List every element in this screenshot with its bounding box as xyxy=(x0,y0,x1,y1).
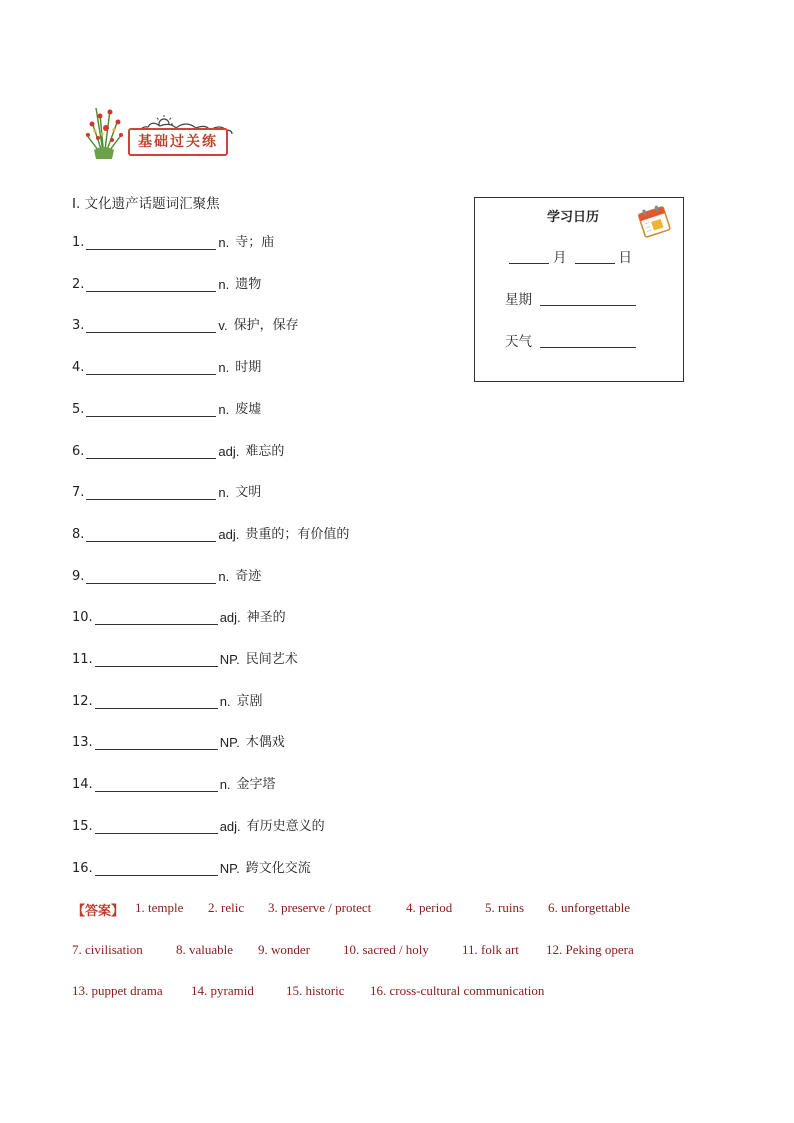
weekday-blank[interactable] xyxy=(540,291,636,306)
vocab-number: 16. xyxy=(72,860,93,876)
part-of-speech: n. xyxy=(219,777,231,793)
vocab-number: 11. xyxy=(72,652,93,667)
vocab-number: 8. xyxy=(72,526,85,542)
answer-item: 1. temple xyxy=(135,900,184,915)
section-title: Ⅰ. 文化遗产话题词汇聚焦 xyxy=(72,196,220,212)
part-of-speech: NP. xyxy=(219,652,240,667)
answer-item: 16. cross-cultural communication xyxy=(370,983,545,998)
answer-item: 15. historic xyxy=(286,983,345,998)
answer-blank[interactable] xyxy=(86,485,216,500)
vocab-number: 14. xyxy=(72,777,93,793)
answer-item: 2. relic xyxy=(208,900,245,915)
answer-item: 6. unforgettable xyxy=(548,900,631,915)
vocab-definition: 贵重的；有价值的 xyxy=(245,526,350,542)
day-blank[interactable] xyxy=(575,249,615,264)
weather-blank[interactable] xyxy=(540,333,636,348)
vocab-number: 13. xyxy=(72,735,93,751)
answer-blank[interactable] xyxy=(86,569,216,584)
calendar-weekday-row xyxy=(505,288,640,308)
vocab-number: 15. xyxy=(72,818,93,834)
answer-blank[interactable] xyxy=(86,318,216,333)
vocab-definition: 木偶戏 xyxy=(245,735,285,751)
vocab-item xyxy=(72,818,325,836)
vocab-definition: 神圣的 xyxy=(246,610,286,626)
vocab-definition: 有历史意义的 xyxy=(246,818,325,834)
vocab-definition: 民间艺术 xyxy=(245,652,298,667)
part-of-speech: n. xyxy=(219,693,231,709)
answer-blank[interactable] xyxy=(95,610,218,625)
answer-blank[interactable] xyxy=(95,652,218,667)
vocab-item xyxy=(72,234,274,252)
answer-blank[interactable] xyxy=(86,360,216,375)
answers-label: 【答案】 xyxy=(72,904,125,919)
vocab-item xyxy=(72,484,261,502)
vocab-number: 2. xyxy=(72,276,85,292)
vocab-number: 12. xyxy=(72,693,93,709)
weekday-label: 星期 xyxy=(505,292,532,308)
answer-item: 5. ruins xyxy=(485,900,524,915)
vocab-definition: 遗物 xyxy=(235,276,262,292)
part-of-speech: adj. xyxy=(218,526,240,542)
vocab-item xyxy=(72,317,299,335)
vocab-item xyxy=(72,276,261,294)
answer-blank[interactable] xyxy=(86,235,216,250)
vocab-number: 10. xyxy=(72,610,93,626)
answer-blank[interactable] xyxy=(95,777,218,792)
answer-blank[interactable] xyxy=(95,819,218,834)
vocab-number: 9. xyxy=(72,568,85,584)
part-of-speech: NP. xyxy=(219,860,240,876)
vocab-item xyxy=(72,609,286,627)
answer-item: 3. preserve / protect xyxy=(268,900,372,915)
part-of-speech: n. xyxy=(218,485,230,501)
answer-item: 9. wonder xyxy=(258,942,310,957)
vocab-definition: 保护，保存 xyxy=(233,318,299,334)
vocab-number: 5. xyxy=(72,401,85,417)
vocab-definition: 文明 xyxy=(235,485,262,501)
month-blank[interactable] xyxy=(509,249,549,264)
part-of-speech: n. xyxy=(218,276,230,292)
vocab-item xyxy=(72,526,349,544)
weather-label: 天气 xyxy=(505,334,532,350)
part-of-speech: adj. xyxy=(219,610,241,626)
answer-item: 10. sacred / holy xyxy=(343,942,429,957)
vocab-item xyxy=(72,401,261,419)
vocab-definition: 跨文化交流 xyxy=(245,860,311,876)
calendar-weather-row xyxy=(505,330,640,350)
answer-item: 12. Peking opera xyxy=(546,942,634,957)
answer-item: 13. puppet drama xyxy=(72,983,163,998)
part-of-speech: n. xyxy=(218,568,230,584)
vocab-item xyxy=(72,776,276,794)
answer-blank[interactable] xyxy=(95,735,218,750)
answer-blank[interactable] xyxy=(86,527,216,542)
vocab-item xyxy=(72,359,261,377)
vocab-item xyxy=(72,443,284,461)
vocab-item xyxy=(72,651,298,669)
vocab-number: 7. xyxy=(72,485,85,501)
study-calendar xyxy=(474,197,684,382)
vocab-definition: 寺；庙 xyxy=(235,235,275,250)
part-of-speech: NP. xyxy=(219,735,240,751)
vocab-number: 6. xyxy=(72,443,85,459)
plant-icon xyxy=(80,104,130,160)
answer-item: 14. pyramid xyxy=(191,983,254,998)
vocab-definition: 时期 xyxy=(235,360,262,376)
vocab-definition: 难忘的 xyxy=(245,443,285,459)
answer-item: 8. valuable xyxy=(176,942,234,957)
section-badge xyxy=(80,104,240,164)
vocab-definition: 金字塔 xyxy=(236,777,276,793)
answer-blank[interactable] xyxy=(86,444,216,459)
calendar-title: 学习日历 xyxy=(547,210,600,225)
part-of-speech: adj. xyxy=(219,818,241,834)
vocab-item xyxy=(72,693,263,711)
vocab-number: 4. xyxy=(72,360,85,376)
day-label: 日 xyxy=(618,250,632,266)
answer-blank[interactable] xyxy=(95,861,218,876)
answer-item: 4. period xyxy=(406,900,453,915)
answer-blank[interactable] xyxy=(86,402,216,417)
vocab-item xyxy=(72,734,285,752)
vocab-definition: 京剧 xyxy=(236,693,263,709)
month-label: 月 xyxy=(553,250,567,266)
vocab-item xyxy=(72,860,311,878)
vocab-definition: 奇迹 xyxy=(235,568,262,584)
calendar-icon xyxy=(635,202,673,240)
answer-item: 11. folk art xyxy=(462,942,519,957)
vocab-number: 1. xyxy=(72,235,85,250)
calendar-date-row xyxy=(505,246,632,266)
part-of-speech: adj. xyxy=(218,443,240,459)
answer-blank[interactable] xyxy=(95,694,218,709)
part-of-speech: n. xyxy=(218,360,230,376)
part-of-speech: v. xyxy=(218,318,228,334)
part-of-speech: n. xyxy=(218,235,230,250)
vocab-number: 3. xyxy=(72,318,85,334)
answer-item: 7. civilisation xyxy=(72,942,143,957)
part-of-speech: n. xyxy=(218,401,230,417)
badge-label: 基础过关练 xyxy=(128,128,228,156)
answer-blank[interactable] xyxy=(86,277,216,292)
vocab-definition: 废墟 xyxy=(235,401,262,417)
vocab-item xyxy=(72,568,261,586)
